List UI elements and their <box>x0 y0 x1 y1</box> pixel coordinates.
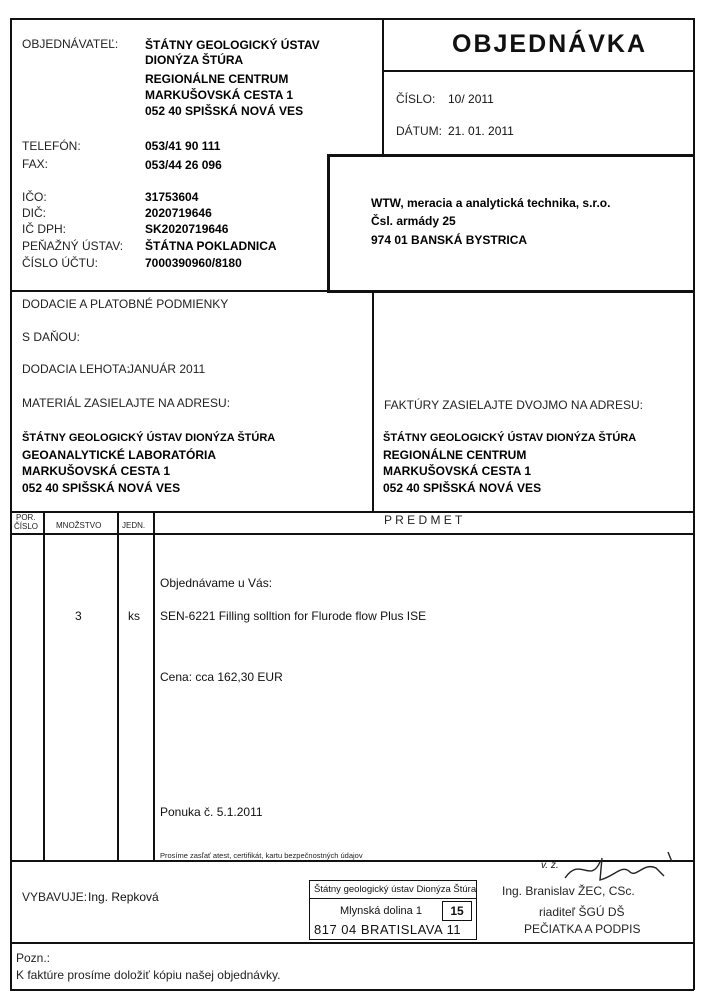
fax-value: 053/44 26 096 <box>145 158 222 172</box>
ship-to-line2: GEOANALYTICKÉ LABORATÓRIA <box>22 448 217 462</box>
signature-scribble <box>560 848 680 888</box>
note-label: Pozn.: <box>16 951 51 965</box>
document-title: OBJEDNÁVKA <box>452 30 648 58</box>
ico-value: 31753604 <box>145 190 199 204</box>
orderer-city: 052 40 SPIŠSKÁ NOVÁ VES <box>145 104 304 118</box>
invoice-address-label: FAKTÚRY ZASIELAJTE DVOJMO NA ADRESU: <box>384 398 643 412</box>
ship-to-line4: 052 40 SPIŠSKÁ NOVÁ VES <box>22 481 181 495</box>
phone-value: 053/41 90 111 <box>145 139 221 153</box>
bill-to-line1: ŠTÁTNY GEOLOGICKÝ ÚSTAV DIONÝZA ŠTÚRA <box>383 432 637 444</box>
phone-label: TELEFÓN: <box>22 139 81 153</box>
col-header-subject: P R E D M E T <box>384 513 463 527</box>
fax-label: FAX: <box>22 157 49 171</box>
item-description: SEN-6221 Filling solltion for Flurode flow Plus ISE <box>160 609 427 623</box>
stamp-line3: 817 04 BRATISLAVA 11 <box>314 922 462 937</box>
supplier-line3: 974 01 BANSKÁ BYSTRICA <box>371 233 528 247</box>
col-header-por: POR. <box>16 513 36 522</box>
icdph-label: IČ DPH: <box>22 222 67 236</box>
icdph-value: SK2020719646 <box>145 222 229 236</box>
signature-initials: v. z. <box>541 860 559 871</box>
ship-to-line1: ŠTÁTNY GEOLOGICKÝ ÚSTAV DIONÝZA ŠTÚRA <box>22 432 276 444</box>
material-address-label: MATERIÁL ZASIELAJTE NA ADRESU: <box>22 396 231 410</box>
item-intro: Objednávame u Vás: <box>160 576 273 590</box>
official-stamp <box>309 880 477 940</box>
bill-to-line2: REGIONÁLNE CENTRUM <box>383 448 527 462</box>
order-number-label: ČÍSLO: <box>396 92 436 106</box>
bill-to-line4: 052 40 SPIŠSKÁ NOVÁ VES <box>383 481 542 495</box>
bank-value: ŠTÁTNA POKLADNICA <box>145 239 277 253</box>
stamp-number: 15 <box>442 901 472 921</box>
signer-role: riaditeľ ŠGÚ DŠ <box>539 905 625 919</box>
order-date: 21. 01. 2011 <box>448 124 514 138</box>
col-header-unit: JEDN. <box>122 521 146 530</box>
supplier-line1: WTW, meracia a analytická technika, s.r.o. <box>371 196 611 210</box>
item-note: Prosíme zasľať atest, certifikát, kartu bezpečnostných údajov <box>160 851 363 860</box>
handled-by-name: Ing. Repková <box>88 890 159 904</box>
handled-by-label: VYBAVUJE: <box>22 890 88 904</box>
orderer-center: REGIONÁLNE CENTRUM <box>145 72 289 86</box>
supplier-line2: Čsl. armády 25 <box>371 214 456 228</box>
account-label: ČÍSLO ÚČTU: <box>22 256 99 270</box>
orderer-street: MARKUŠOVSKÁ CESTA 1 <box>145 88 294 102</box>
order-date-label: DÁTUM: <box>396 124 442 138</box>
item-unit: ks <box>128 609 140 623</box>
dic-label: DIČ: <box>22 206 46 220</box>
dic-value: 2020719646 <box>145 206 212 220</box>
signer-name: Ing. Branislav ŽEC, CSc. <box>502 884 635 898</box>
delivery-value: JANUÁR 2011 <box>128 362 206 376</box>
signature-label: PEČIATKA A PODPIS <box>524 922 641 936</box>
stamp-line1: Štátny geologický ústav Dionýza Štúra <box>314 884 477 895</box>
stamp-line2: Mlynská dolina 1 <box>340 905 422 917</box>
orderer-label: OBJEDNÁVATEĽ: <box>22 37 119 51</box>
item-offer: Ponuka č. 5.1.2011 <box>160 805 263 819</box>
account-value: 7000390960/8180 <box>145 256 242 270</box>
item-price: Cena: cca 162,30 EUR <box>160 670 283 684</box>
col-header-qty: MNOŽSTVO <box>56 521 102 530</box>
ico-label: IČO: <box>22 190 47 204</box>
orderer-name-line2: DIONÝZA ŠTÚRA <box>145 53 244 67</box>
note-text: K faktúre prosíme doložiť kópiu našej objednávky. <box>16 968 281 982</box>
order-number: 10/ 2011 <box>448 92 494 106</box>
bill-to-line3: MARKUŠOVSKÁ CESTA 1 <box>383 464 532 478</box>
bank-label: PEŇAŽNÝ ÚSTAV: <box>22 239 124 253</box>
tax-label: S DAŇOU: <box>22 330 81 344</box>
orderer-name-line1: ŠTÁTNY GEOLOGICKÝ ÚSTAV <box>145 38 320 52</box>
delivery-label: DODACIA LEHOTA: <box>22 362 130 376</box>
item-quantity: 3 <box>75 609 82 623</box>
ship-to-line3: MARKUŠOVSKÁ CESTA 1 <box>22 464 171 478</box>
terms-heading: DODACIE A PLATOBNÉ PODMIENKY <box>22 297 229 311</box>
col-header-cislo: ČÍSLO <box>14 522 39 531</box>
